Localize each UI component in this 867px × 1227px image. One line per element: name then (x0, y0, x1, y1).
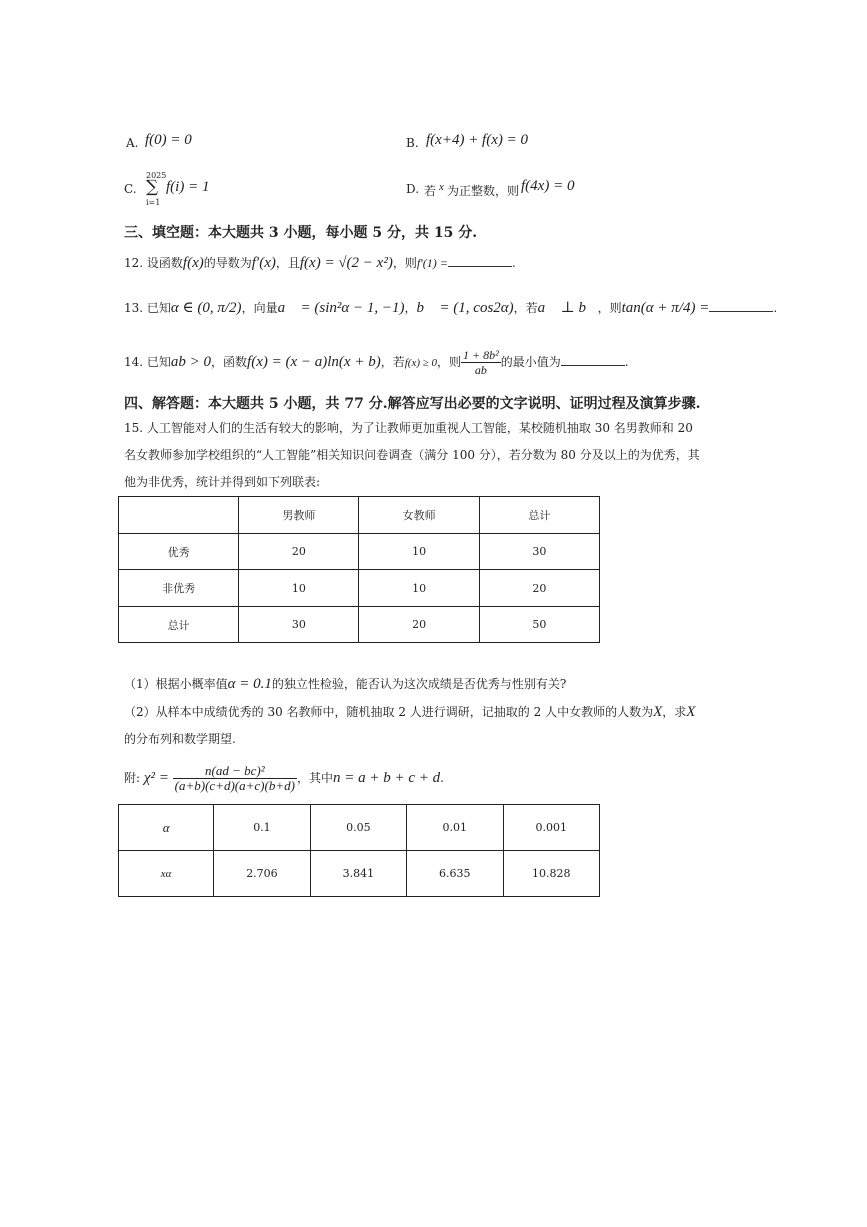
q13-vec-b: b⃗ = (1, cos2α) (416, 300, 514, 316)
q14-cond2: f(x) ≥ 0 (404, 357, 438, 369)
option-d-label: D. (406, 182, 420, 196)
q14-tail: . (624, 355, 629, 369)
q12-number: 12. 设函数 (124, 256, 183, 270)
q14-fraction (461, 348, 501, 377)
section3-heading: 三、填空题：本大题共 3 小题，每小题 5 分，共 15 分. (124, 225, 478, 241)
q14-text3: ，则 (437, 355, 462, 369)
table-cell: xα (119, 851, 214, 897)
option-b-label: B. (406, 136, 419, 150)
q12-eq: f(x) = √(2 − x²) (299, 255, 393, 271)
option-c-label: C. (124, 182, 137, 196)
table-header-cell: 男教师 (239, 497, 359, 534)
option-d-var: x (439, 181, 444, 193)
q15-part2-line2: 的分布列和数学期望. (124, 732, 236, 746)
table-row (119, 534, 600, 570)
q15-part1-alpha: α = 0.1 (227, 676, 272, 692)
q15-part2-text-b: ，求 (662, 705, 687, 719)
q15-part2-x2: X (686, 704, 696, 720)
table-cell: 优秀 (119, 534, 239, 570)
q12-text3: ，则 (392, 256, 417, 270)
appendix-label: 附: (124, 771, 141, 785)
table-row (119, 607, 600, 643)
option-d-prefix: 若 (424, 184, 437, 198)
q15-part2-x: X (653, 704, 663, 720)
q13-tail: . (773, 301, 778, 315)
q15-part1-prefix: （1）根据小概率值 (124, 677, 228, 691)
q14-fx: f(x) = (x − a)ln(x + b) (247, 354, 381, 370)
table-cell: 50 (479, 607, 599, 643)
q13-alpha: α ∈ (0, π/2) (170, 300, 242, 316)
q12-answer-blank[interactable] (448, 254, 512, 267)
chi-lhs: χ² = (143, 770, 169, 786)
q13-text2: ，若 (513, 301, 538, 315)
table-row (119, 805, 600, 851)
appendix-tail: . (440, 771, 444, 785)
appendix-mid: ，其中 (296, 771, 333, 785)
q15-part1 (124, 677, 566, 691)
q15-part1-suffix: 的独立性检验，能否认为这次成绩是否优秀与性别有关? (271, 677, 567, 691)
critical-value-table (118, 804, 600, 897)
table-header-cell: 女教师 (359, 497, 479, 534)
chi-numerator: n(ad − bc)² (173, 764, 297, 779)
q14-frac-num: 1 + 8b² (463, 348, 499, 362)
table-cell: 2.706 (214, 851, 310, 897)
table-row (119, 570, 600, 607)
table-cell: 0.1 (214, 805, 310, 851)
table-cell: 6.635 (407, 851, 503, 897)
q13-text3: ，则 (597, 301, 622, 315)
q13-number: 13. 已知 (124, 301, 171, 315)
q13-perp: a⃗ ⊥ b⃗ (537, 300, 598, 316)
q13-text1: ，向量 (241, 301, 278, 315)
q12-fx: f(x) (182, 255, 204, 271)
table-cell: α (119, 805, 214, 851)
option-b-expr: f(x+4) + f(x) = 0 (426, 132, 528, 148)
appendix-n: n = a + b + c + d (332, 770, 441, 786)
q12-fpx: f′(x) (251, 255, 276, 271)
q14-text2: ，若 (380, 355, 405, 369)
table-cell: 20 (479, 570, 599, 607)
q15-part2-text-a: （2）从样本中成绩优秀的 30 名教师中，随机抽取 2 人进行调研，记抽取的 2 人中女教师的人数为 (124, 705, 654, 719)
table-cell: 20 (359, 607, 479, 643)
q12-text1: 的导数为 (203, 256, 252, 270)
option-c-expr: f(i) = 1 (166, 179, 210, 195)
q12-ask: f′(1) = (416, 256, 448, 270)
q13: 13. 已知α ∈ (0, π/2)，向量a⃗ = (sin²α − 1, −1)，b⃗ = (1, cos2α)，若a⃗ ⊥ b⃗，则tan(α + π/4) = . (124, 300, 778, 316)
q15-line3: 他为非优秀，统计并得到如下列联表: (124, 475, 321, 489)
q15-appendix (124, 764, 444, 793)
chi-denominator: (a+b)(c+d)(a+c)(b+d) (174, 778, 295, 793)
option-d-mid: 为正整数，则 (447, 184, 520, 198)
table-cell: 3.841 (310, 851, 406, 897)
q13-answer-blank[interactable] (709, 299, 773, 312)
q13-vec-a: a⃗ = (sin²α − 1, −1) (277, 300, 405, 316)
table-cell: 10 (239, 570, 359, 607)
table-cell: 0.001 (503, 805, 600, 851)
q14-text4: 的最小值为 (500, 355, 561, 369)
q14-number: 14. 已知 (124, 355, 171, 369)
q15-line2: 名女教师参加学校组织的“人工智能”相关知识问卷调查（满分 100 分），若分数为 80 分及以上的为优秀，其 (124, 448, 700, 462)
table-header-cell (119, 497, 239, 534)
option-a-expr: f(0) = 0 (145, 132, 192, 148)
option-c-sum-top: 2025 (146, 171, 167, 180)
q14 (124, 348, 629, 377)
chi-fraction (173, 764, 297, 793)
q12-text2: ，且 (275, 256, 300, 270)
q15-part2-line1 (124, 705, 695, 719)
q12 (124, 254, 516, 270)
option-c-sum-bottom: i=1 (146, 198, 161, 207)
contingency-table (118, 496, 600, 643)
table-cell: 10.828 (503, 851, 600, 897)
table-cell: 30 (479, 534, 599, 570)
table-cell: 10 (359, 534, 479, 570)
section4-heading: 四、解答题：本大题共 5 小题，共 77 分.解答应写出必要的文字说明、证明过程及演算步骤. (124, 396, 701, 412)
q13-ask: tan(α + π/4) = (621, 300, 710, 316)
table-header-row (119, 497, 600, 534)
table-cell: 20 (239, 534, 359, 570)
q14-frac-den: ab (474, 363, 487, 377)
q14-text1: ，函数 (211, 355, 248, 369)
table-cell: 30 (239, 607, 359, 643)
table-row (119, 851, 600, 897)
q14-answer-blank[interactable] (561, 353, 625, 366)
q15-line1: 15. 人工智能对人们的生活有较大的影响，为了让教师更加重视人工智能，某校随机抽取 30 名男教师和 20 (124, 421, 693, 435)
sigma-symbol: ∑ (146, 177, 159, 197)
table-cell: 总计 (119, 607, 239, 643)
table-cell: 非优秀 (119, 570, 239, 607)
table-cell: 0.01 (407, 805, 503, 851)
q12-tail: . (511, 256, 516, 270)
option-d-expr: f(4x) = 0 (521, 178, 575, 194)
table-header-cell: 总计 (479, 497, 599, 534)
option-a-label: A. (126, 136, 139, 150)
table-cell: 10 (359, 570, 479, 607)
q14-cond: ab > 0 (170, 354, 212, 370)
table-cell: 0.05 (310, 805, 406, 851)
